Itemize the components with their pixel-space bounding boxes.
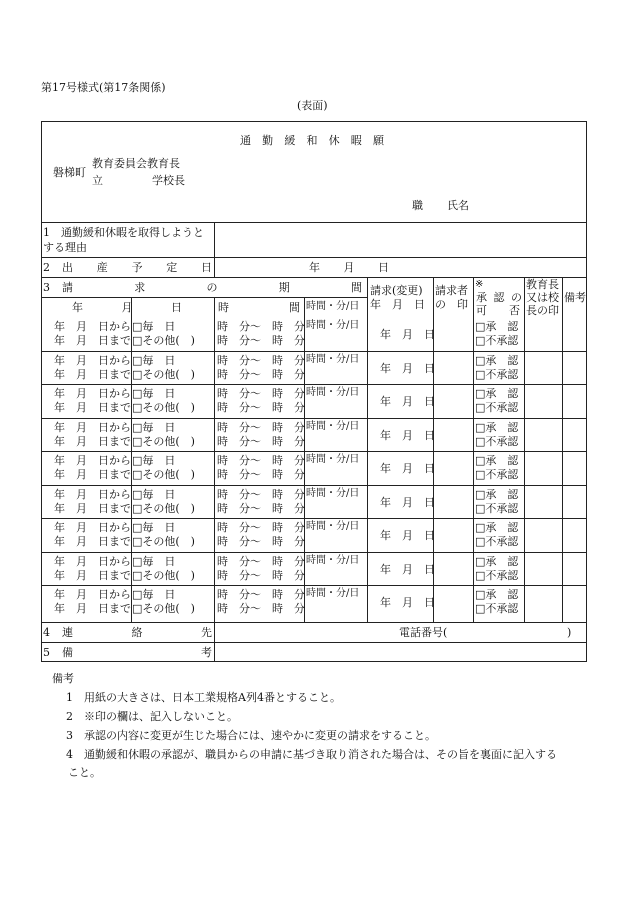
change-request-date[interactable]: 年 月 日 xyxy=(380,496,435,509)
header-principal-seal-2: 又は校 xyxy=(526,291,559,304)
form-title: 通 勤 緩 和 休 暇 願 xyxy=(240,134,384,147)
note-item-1: 1 用紙の大きさは、日本工業規格A列4番とすること。 xyxy=(66,691,341,704)
time-range-2[interactable]: 時 分～ 時 分 xyxy=(217,502,305,515)
time-range-2[interactable]: 時 分～ 時 分 xyxy=(217,368,305,381)
time-range-1[interactable]: 時 分～ 時 分 xyxy=(217,354,305,367)
time-range-2[interactable]: 時 分～ 時 分 xyxy=(217,468,305,481)
reject-checkbox[interactable]: □不承認 xyxy=(475,535,519,548)
option-daily-checkbox[interactable]: □毎 日 xyxy=(132,320,176,333)
notes-heading: 備考 xyxy=(52,672,74,685)
period-to-date[interactable]: 年 月 日まで xyxy=(54,502,131,515)
addressee-ritsu: 立 xyxy=(92,174,103,187)
approve-checkbox[interactable]: □承 認 xyxy=(475,588,519,601)
rule-period-row xyxy=(41,485,587,486)
option-other-checkbox[interactable]: □その他( ) xyxy=(132,569,195,582)
phone-close-paren: ) xyxy=(567,626,572,639)
phone-number-label: 電話番号( xyxy=(399,626,448,639)
time-range-2[interactable]: 時 分～ 時 分 xyxy=(217,535,305,548)
section4-number: 4 xyxy=(43,626,50,639)
subheader-time: 時 間 xyxy=(218,301,300,314)
hours-per-day[interactable]: 時間・分/日 xyxy=(306,454,360,465)
time-range-1[interactable]: 時 分～ 時 分 xyxy=(217,454,305,467)
option-other-checkbox[interactable]: □その他( ) xyxy=(132,502,195,515)
remarks-input-area[interactable] xyxy=(216,644,585,661)
option-daily-checkbox[interactable]: □毎 日 xyxy=(132,555,176,568)
rule-after-header xyxy=(41,222,587,223)
time-range-1[interactable]: 時 分～ 時 分 xyxy=(217,387,305,400)
change-request-date[interactable]: 年 月 日 xyxy=(380,429,435,442)
rule-period-row xyxy=(41,384,587,385)
option-other-checkbox[interactable]: □その他( ) xyxy=(132,468,195,481)
period-from-date[interactable]: 年 月 日から xyxy=(54,387,131,400)
phone-number-input[interactable] xyxy=(455,624,563,641)
time-range-1[interactable]: 時 分～ 時 分 xyxy=(217,521,305,534)
form-number-label: 第17号様式(第17条関係) xyxy=(41,81,166,94)
vrule-reason-birth xyxy=(214,222,215,277)
subheader-rate: 時間・分/日 xyxy=(306,301,360,312)
option-other-checkbox[interactable]: □その他( ) xyxy=(132,535,195,548)
section3-number: 3 xyxy=(43,281,50,294)
section4-label: 連 絡 先 xyxy=(62,626,212,639)
reject-checkbox[interactable]: □不承認 xyxy=(475,334,519,347)
time-range-2[interactable]: 時 分～ 時 分 xyxy=(217,569,305,582)
reason-input-area[interactable] xyxy=(216,224,585,256)
approve-checkbox[interactable]: □承 認 xyxy=(475,454,519,467)
option-other-checkbox[interactable]: □その他( ) xyxy=(132,602,195,615)
time-range-2[interactable]: 時 分～ 時 分 xyxy=(217,334,305,347)
note-item-4: 4 通勤緩和休暇の承認が、職員からの申請に基づき取り消された場合は、その旨を裏面に記入する xyxy=(66,748,557,761)
approve-checkbox[interactable]: □承 認 xyxy=(475,387,519,400)
option-daily-checkbox[interactable]: □毎 日 xyxy=(132,387,176,400)
rule-after-birthdate xyxy=(41,277,587,278)
period-from-date[interactable]: 年 月 日から xyxy=(54,555,131,568)
vrule-approval-principal xyxy=(524,277,525,622)
section1-label-line2: する理由 xyxy=(43,241,87,254)
time-range-1[interactable]: 時 分～ 時 分 xyxy=(217,421,305,434)
change-request-date[interactable]: 年 月 日 xyxy=(380,328,435,341)
approve-checkbox[interactable]: □承 認 xyxy=(475,320,519,333)
period-to-date[interactable]: 年 月 日まで xyxy=(54,602,131,615)
vrule-contact-remarks xyxy=(214,622,215,662)
change-request-date[interactable]: 年 月 日 xyxy=(380,529,435,542)
hours-per-day[interactable]: 時間・分/日 xyxy=(306,588,360,599)
option-other-checkbox[interactable]: □その他( ) xyxy=(132,334,195,347)
section5-label: 備 考 xyxy=(62,646,212,659)
period-from-date[interactable]: 年 月 日から xyxy=(54,320,131,333)
vrule-principal-remarks xyxy=(562,277,563,622)
header-approval-mark: ※ xyxy=(475,279,484,290)
header-approval-yesno: 可 否 xyxy=(476,304,520,317)
approve-checkbox[interactable]: □承 認 xyxy=(475,555,519,568)
approve-checkbox[interactable]: □承 認 xyxy=(475,521,519,534)
period-from-date[interactable]: 年 月 日から xyxy=(54,454,131,467)
period-to-date[interactable]: 年 月 日まで xyxy=(54,569,131,582)
period-to-date[interactable]: 年 月 日まで xyxy=(54,468,131,481)
reject-checkbox[interactable]: □不承認 xyxy=(475,502,519,515)
note-item-2: 2 ※印の欄は、記入しないこと。 xyxy=(66,710,238,723)
header-remarks: 備考 xyxy=(564,291,586,304)
hours-per-day[interactable]: 時間・分/日 xyxy=(306,354,360,365)
rule-period-row xyxy=(41,351,587,352)
time-range-1[interactable]: 時 分～ 時 分 xyxy=(217,555,305,568)
period-from-date[interactable]: 年 月 日から xyxy=(54,488,131,501)
reject-checkbox[interactable]: □不承認 xyxy=(475,569,519,582)
period-to-date[interactable]: 年 月 日まで xyxy=(54,401,131,414)
change-request-date[interactable]: 年 月 日 xyxy=(380,362,435,375)
approve-checkbox[interactable]: □承 認 xyxy=(475,354,519,367)
section5-number: 5 xyxy=(43,646,50,659)
vrule-seal-approval xyxy=(473,277,474,622)
rule-after-periods xyxy=(41,622,587,623)
option-daily-checkbox[interactable]: □毎 日 xyxy=(132,454,176,467)
period-to-date[interactable]: 年 月 日まで xyxy=(54,435,131,448)
period-to-date[interactable]: 年 月 日まで xyxy=(54,368,131,381)
time-range-1[interactable]: 時 分～ 時 分 xyxy=(217,320,305,333)
rule-period-row xyxy=(41,418,587,419)
period-from-date[interactable]: 年 月 日から xyxy=(54,588,131,601)
hours-per-day[interactable]: 時間・分/日 xyxy=(306,320,360,331)
time-range-2[interactable]: 時 分～ 時 分 xyxy=(217,435,305,448)
reject-checkbox[interactable]: □不承認 xyxy=(475,468,519,481)
section2-number: 2 xyxy=(43,261,50,274)
period-from-date[interactable]: 年 月 日から xyxy=(54,421,131,434)
header-principal-seal-1: 教育長 xyxy=(526,278,559,291)
time-range-2[interactable]: 時 分～ 時 分 xyxy=(217,401,305,414)
applicant-name-label: 氏名 xyxy=(447,199,469,212)
rule-period-row xyxy=(41,585,587,586)
vrule-rate-change xyxy=(367,277,368,622)
option-daily-checkbox[interactable]: □毎 日 xyxy=(132,421,176,434)
section1-label-line1: 1 通勤緩和休暇を取得しようと xyxy=(43,226,204,239)
hours-per-day[interactable]: 時間・分/日 xyxy=(306,488,360,499)
reject-checkbox[interactable]: □不承認 xyxy=(475,368,519,381)
header-applicant-seal-1: 請求者 xyxy=(435,284,468,297)
addressee-town: 磐梯町 xyxy=(53,166,86,179)
header-principal-seal-3: 長の印 xyxy=(526,304,559,317)
approve-checkbox[interactable]: □承 認 xyxy=(475,488,519,501)
birth-date-field[interactable]: 年 月 日 xyxy=(309,261,389,274)
vrule-options-time xyxy=(214,297,215,622)
reject-checkbox[interactable]: □不承認 xyxy=(475,401,519,414)
time-range-1[interactable]: 時 分～ 時 分 xyxy=(217,588,305,601)
hours-per-day[interactable]: 時間・分/日 xyxy=(306,421,360,432)
addressee-education-superintendent: 教育委員会教育長 xyxy=(92,157,180,170)
header-applicant-seal-2: の 印 xyxy=(435,298,468,311)
change-request-date[interactable]: 年 月 日 xyxy=(380,596,435,609)
change-request-date[interactable]: 年 月 日 xyxy=(380,395,435,408)
option-daily-checkbox[interactable]: □毎 日 xyxy=(132,521,176,534)
option-daily-checkbox[interactable]: □毎 日 xyxy=(132,354,176,367)
hours-per-day[interactable]: 時間・分/日 xyxy=(306,521,360,532)
section3-label: 請 求 の 期 間 xyxy=(62,281,362,294)
option-other-checkbox[interactable]: □その他( ) xyxy=(132,401,195,414)
reject-checkbox[interactable]: □不承認 xyxy=(475,602,519,615)
change-request-date[interactable]: 年 月 日 xyxy=(380,462,435,475)
subheader-date: 年 月 日 xyxy=(72,301,182,314)
time-range-2[interactable]: 時 分～ 時 分 xyxy=(217,602,305,615)
header-change-date: 年 月 日 xyxy=(370,298,425,311)
front-side-label: (表面) xyxy=(297,99,328,112)
period-from-date[interactable]: 年 月 日から xyxy=(54,521,131,534)
rule-after-reason xyxy=(41,257,587,258)
reject-checkbox[interactable]: □不承認 xyxy=(475,435,519,448)
option-daily-checkbox[interactable]: □毎 日 xyxy=(132,488,176,501)
hours-per-day[interactable]: 時間・分/日 xyxy=(306,555,360,566)
option-other-checkbox[interactable]: □その他( ) xyxy=(132,368,195,381)
note-item-4-continued: こと。 xyxy=(68,766,101,779)
rule-period-row xyxy=(41,451,587,452)
change-request-date[interactable]: 年 月 日 xyxy=(380,563,435,576)
period-from-date[interactable]: 年 月 日から xyxy=(54,354,131,367)
approve-checkbox[interactable]: □承 認 xyxy=(475,421,519,434)
rule-section3-sub xyxy=(41,297,367,298)
header-change-request: 請求(変更) xyxy=(370,284,423,297)
section2-label: 出 産 予 定 日 xyxy=(62,261,212,274)
period-to-date[interactable]: 年 月 日まで xyxy=(54,334,131,347)
period-to-date[interactable]: 年 月 日まで xyxy=(54,535,131,548)
note-item-3: 3 承認の内容に変更が生じた場合には、速やかに変更の請求をすること。 xyxy=(66,729,436,742)
option-daily-checkbox[interactable]: □毎 日 xyxy=(132,588,176,601)
time-range-1[interactable]: 時 分～ 時 分 xyxy=(217,488,305,501)
hours-per-day[interactable]: 時間・分/日 xyxy=(306,387,360,398)
rule-period-row xyxy=(41,518,587,519)
rule-after-contact xyxy=(41,642,587,643)
header-approval: 承 認 の xyxy=(476,291,522,304)
addressee-principal: 学校長 xyxy=(152,174,185,187)
applicant-position-label: 職 xyxy=(412,199,423,212)
option-other-checkbox[interactable]: □その他( ) xyxy=(132,435,195,448)
rule-period-row xyxy=(41,552,587,553)
